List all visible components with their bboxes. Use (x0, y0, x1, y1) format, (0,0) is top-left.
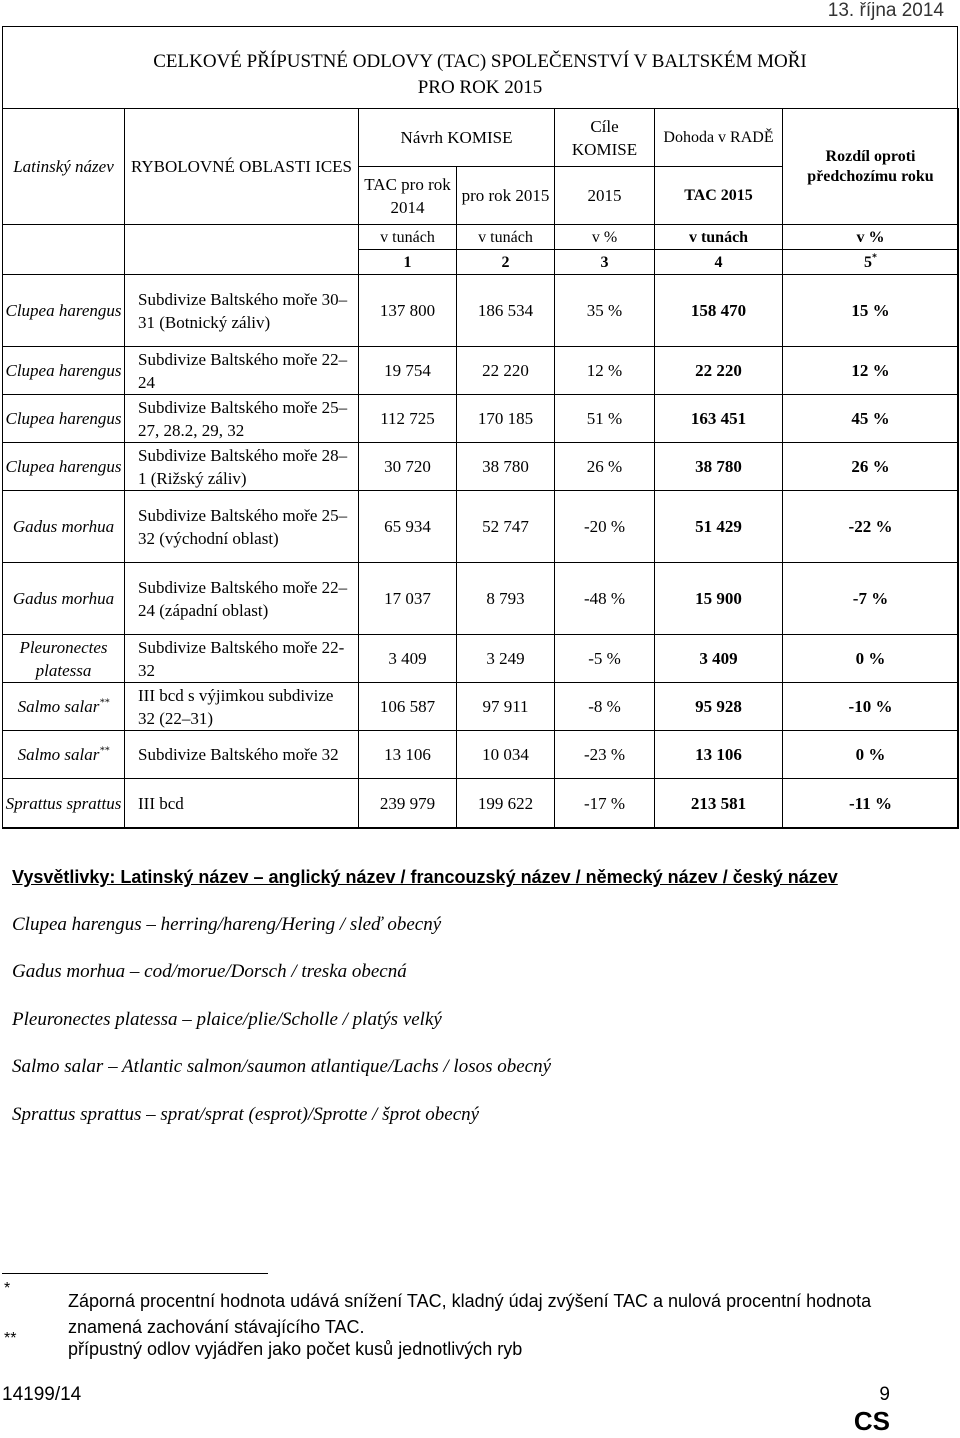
value-cell-col5: 0 % (783, 635, 959, 683)
index-col5-footnote-mark: * (872, 252, 877, 264)
index-empty-2 (125, 250, 359, 275)
ices-area-cell: III bcd (125, 779, 359, 829)
latin-name-cell (3, 731, 125, 779)
value-cell-col3: 35 % (555, 275, 655, 347)
table-row (3, 275, 959, 347)
value-cell-col2: 10 034 (457, 731, 555, 779)
value-cell-col3: 12 % (555, 347, 655, 395)
index-empty-1 (3, 250, 125, 275)
legend-line: Salmo salar – Atlantic salmon/saumon atlantique/Lachs / losos obecný (12, 1056, 552, 1077)
index-col4: 4 (655, 250, 783, 275)
footnote-separator (2, 1273, 268, 1274)
ices-area-cell: Subdivize Baltského moře 25–27, 28.2, 29, 32 (125, 395, 359, 443)
legend-line: Pleuronectes platessa – plaice/plie/Scholle / platýs velký (12, 1009, 442, 1030)
latin-name: Pleuronectes platessa (19, 637, 108, 680)
units-row (3, 225, 959, 250)
units-empty-2 (125, 225, 359, 250)
value-cell-col2: 22 220 (457, 347, 555, 395)
document-title-line1: CELKOVÉ PŘÍPUSTNÉ ODLOVY (TAC) SPOLEČENSTVÍ V BALTSKÉM MOŘI (153, 51, 807, 72)
latin-name-cell (3, 683, 125, 731)
value-cell-col2: 3 249 (457, 635, 555, 683)
value-cell-col1: 106 587 (359, 683, 457, 731)
value-cell-col4: 51 429 (655, 491, 783, 563)
value-cell-col1: 13 106 (359, 731, 457, 779)
latin-name-cell (3, 443, 125, 491)
latin-name-cell (3, 779, 125, 829)
value-cell-col4: 213 581 (655, 779, 783, 829)
table-row (3, 683, 959, 731)
document-number: 14199/14 (2, 1384, 82, 1405)
document-title-line2: PRO ROK 2015 (417, 77, 543, 98)
latin-name-cell (3, 635, 125, 683)
value-cell-col4: 158 470 (655, 275, 783, 347)
latin-name-cell (3, 563, 125, 635)
value-cell-col2: 52 747 (457, 491, 555, 563)
index-col3: 3 (555, 250, 655, 275)
latin-name: Clupea harengus (5, 301, 122, 320)
header-latin-name: Latinský název (3, 109, 125, 225)
latin-name: Gadus morhua (12, 517, 115, 536)
header-council-agreement: Dohoda v RADĚ (655, 109, 783, 167)
value-cell-col2: 170 185 (457, 395, 555, 443)
value-cell-col5: -22 % (783, 491, 959, 563)
ices-area-cell: Subdivize Baltského moře 28–1 (Rižský záliv) (125, 443, 359, 491)
legend-line: Gadus morhua – cod/morue/Dorsch / treska obecná (12, 961, 407, 982)
value-cell-col4: 163 451 (655, 395, 783, 443)
header-difference: Rozdíl oproti předchozímu roku (783, 109, 959, 225)
unit-col5: v % (783, 225, 959, 250)
ices-area-cell: Subdivize Baltského moře 22-32 (125, 635, 359, 683)
value-cell-col3: 51 % (555, 395, 655, 443)
value-cell-col1: 3 409 (359, 635, 457, 683)
unit-col2: v tunách (457, 225, 555, 250)
latin-name: Salmo salar (17, 745, 100, 764)
legend-line: Clupea harengus – herring/hareng/Hering / sleď obecný (12, 914, 442, 935)
latin-name: Clupea harengus (5, 409, 122, 428)
index-row (3, 250, 959, 275)
value-cell-col2: 8 793 (457, 563, 555, 635)
header-for-2015: pro rok 2015 (457, 167, 555, 225)
latin-name: Sprattus sprattus (5, 794, 122, 813)
value-cell-col3: -5 % (555, 635, 655, 683)
value-cell-col2: 186 534 (457, 275, 555, 347)
unit-col1: v tunách (359, 225, 457, 250)
latin-name: Clupea harengus (5, 457, 122, 476)
value-cell-col2: 97 911 (457, 683, 555, 731)
latin-name-footnote-mark: ** (99, 745, 110, 757)
header-tac-2014: TAC pro rok 2014 (359, 167, 457, 225)
unit-col4: v tunách (655, 225, 783, 250)
header-year-2015: 2015 (555, 167, 655, 225)
header-commission-targets: Cíle KOMISE (555, 109, 655, 167)
value-cell-col5: 15 % (783, 275, 959, 347)
page-number: 9 (879, 1384, 890, 1405)
value-cell-col1: 30 720 (359, 443, 457, 491)
index-col1: 1 (359, 250, 457, 275)
table-row (3, 635, 959, 683)
value-cell-col4: 3 409 (655, 635, 783, 683)
value-cell-col2: 199 622 (457, 779, 555, 829)
ices-area-cell: Subdivize Baltského moře 25–32 (východní oblast) (125, 491, 359, 563)
language-code: CS (853, 1406, 890, 1436)
index-col5-value: 5 (864, 253, 872, 271)
value-cell-col1: 239 979 (359, 779, 457, 829)
value-cell-col5: -10 % (783, 683, 959, 731)
table-row (3, 731, 959, 779)
index-col5 (783, 250, 959, 275)
value-cell-col5: -7 % (783, 563, 959, 635)
value-cell-col3: -23 % (555, 731, 655, 779)
legend-heading: Vysvětlivky: Latinský název – anglický název / francouzský název / německý název / český název (12, 867, 838, 887)
latin-name: Clupea harengus (5, 361, 122, 380)
footnote-text-1: Záporná procentní hodnota udává snížení TAC, kladný údaj zvýšení TAC a nulová procentní hodnota znamená zachování stávajícího TAC. (68, 1291, 872, 1337)
header-ices-areas: RYBOLOVNÉ OBLASTI ICES (125, 109, 359, 225)
footnote-text-2: přípustný odlov vyjádřen jako počet kusů jednotlivých ryb (68, 1339, 523, 1359)
value-cell-col2: 38 780 (457, 443, 555, 491)
value-cell-col5: 26 % (783, 443, 959, 491)
unit-col3: v % (555, 225, 655, 250)
table-row (3, 491, 959, 563)
table-row (3, 779, 959, 829)
table-row (3, 563, 959, 635)
value-cell-col4: 22 220 (655, 347, 783, 395)
value-cell-col3: -20 % (555, 491, 655, 563)
latin-name-cell (3, 491, 125, 563)
header-tac-2015: TAC 2015 (655, 167, 783, 225)
value-cell-col5: 12 % (783, 347, 959, 395)
latin-name-cell (3, 347, 125, 395)
legend-line: Sprattus sprattus – sprat/sprat (esprot)/Sprotte / šprot obecný (12, 1104, 480, 1125)
ices-area-cell: Subdivize Baltského moře 30–31 (Botnický záliv) (125, 275, 359, 347)
header-row-top (3, 109, 959, 167)
ices-area-cell: III bcd s výjimkou subdivize 32 (22–31) (125, 683, 359, 731)
table-row (3, 347, 959, 395)
value-cell-col4: 15 900 (655, 563, 783, 635)
index-col2: 2 (457, 250, 555, 275)
ices-area-cell: Subdivize Baltského moře 22–24 (125, 347, 359, 395)
footnote-mark-1: * (4, 1280, 11, 1297)
value-cell-col5: 0 % (783, 731, 959, 779)
ices-area-cell: Subdivize Baltského moře 32 (125, 731, 359, 779)
latin-name-cell (3, 275, 125, 347)
table-row (3, 395, 959, 443)
value-cell-col3: -17 % (555, 779, 655, 829)
value-cell-col1: 65 934 (359, 491, 457, 563)
value-cell-col1: 137 800 (359, 275, 457, 347)
value-cell-col1: 17 037 (359, 563, 457, 635)
value-cell-col4: 38 780 (655, 443, 783, 491)
value-cell-col1: 112 725 (359, 395, 457, 443)
value-cell-col5: -11 % (783, 779, 959, 829)
units-empty-1 (3, 225, 125, 250)
value-cell-col3: -48 % (555, 563, 655, 635)
latin-name: Gadus morhua (12, 589, 115, 608)
value-cell-col4: 95 928 (655, 683, 783, 731)
value-cell-col5: 45 % (783, 395, 959, 443)
footnote-mark-2: ** (4, 1330, 17, 1347)
document-date: 13. října 2014 (827, 0, 944, 21)
latin-name: Salmo salar (17, 697, 100, 716)
value-cell-col1: 19 754 (359, 347, 457, 395)
table-row (3, 443, 959, 491)
tac-table (2, 108, 959, 829)
latin-name-cell (3, 395, 125, 443)
value-cell-col3: -8 % (555, 683, 655, 731)
value-cell-col4: 13 106 (655, 731, 783, 779)
latin-name-footnote-mark: ** (99, 697, 110, 709)
ices-area-cell: Subdivize Baltského moře 22–24 (západní oblast) (125, 563, 359, 635)
value-cell-col3: 26 % (555, 443, 655, 491)
header-commission-proposal: Návrh KOMISE (359, 109, 555, 167)
